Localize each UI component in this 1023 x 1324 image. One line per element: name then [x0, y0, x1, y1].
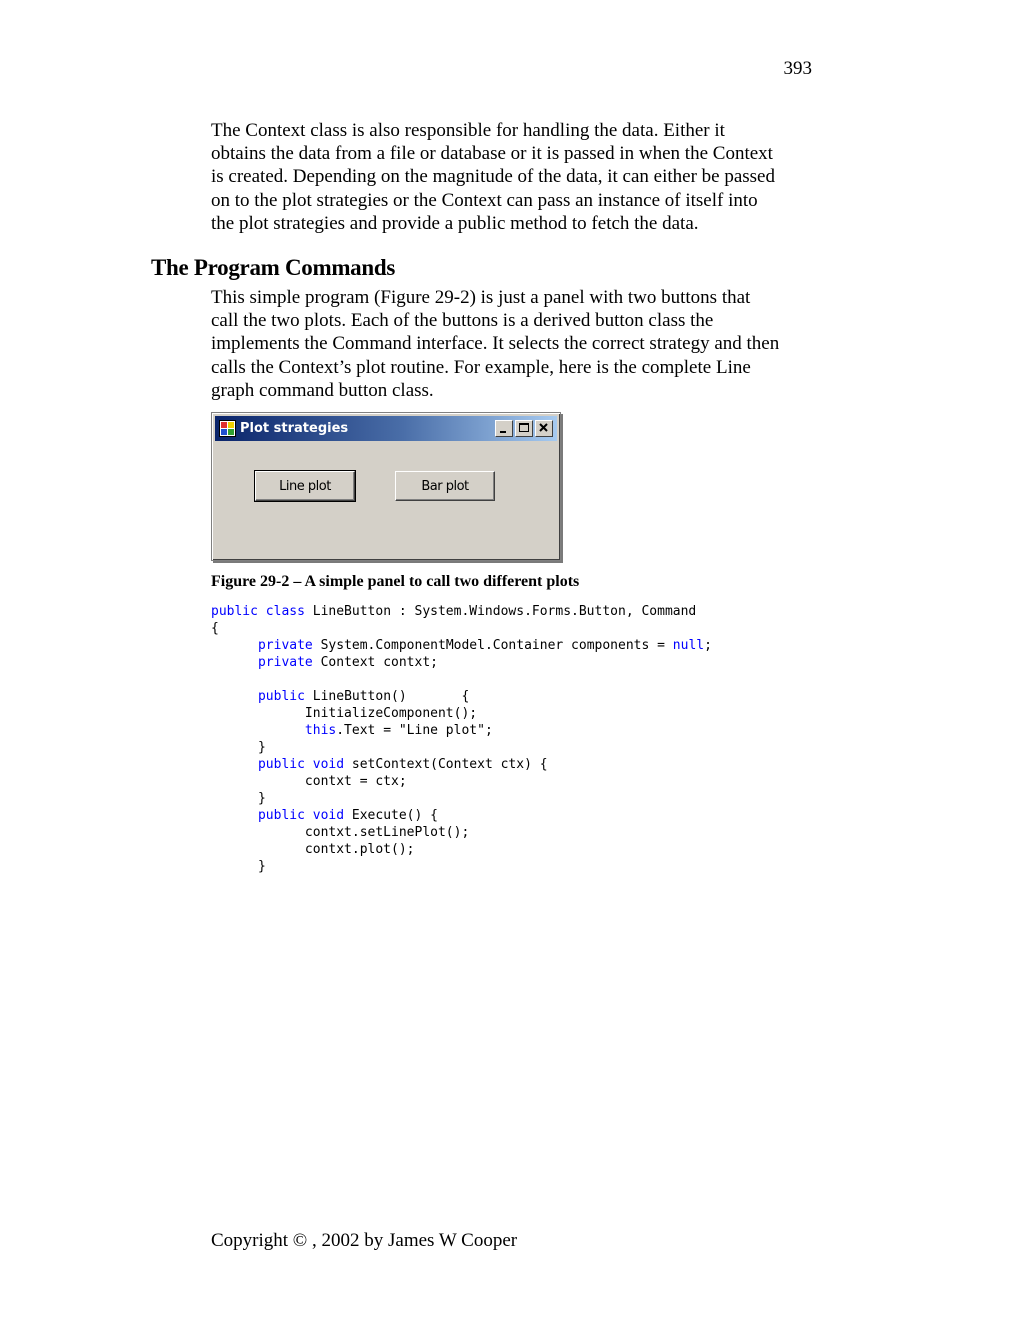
code-text: .Text = "Line plot";	[336, 723, 493, 738]
code-keyword: public	[257, 689, 305, 704]
code-keyword: null	[672, 638, 705, 653]
code-text: contxt.plot();	[211, 842, 415, 857]
close-button[interactable]	[535, 420, 553, 437]
program-commands-paragraph	[211, 286, 817, 402]
code-text: InitializeComponent();	[211, 706, 478, 721]
code-line	[211, 790, 712, 807]
code-line	[211, 705, 712, 722]
code-text: contxt = ctx;	[211, 774, 407, 789]
code-line	[211, 688, 712, 705]
copyright-footer: Copyright © , 2002 by James W Cooper	[211, 1230, 518, 1251]
text-line: This simple program (Figure 29-2) is just a panel with two buttons that	[211, 287, 751, 308]
maximize-button[interactable]	[515, 420, 533, 437]
maximize-icon	[516, 421, 532, 436]
code-text	[211, 723, 305, 738]
app-icon	[219, 420, 236, 437]
code-text: LineButton() {	[304, 689, 470, 704]
code-line	[211, 773, 712, 790]
code-line	[211, 637, 712, 654]
text-line: on to the plot strategies or the Context can pass an instance of itself into	[211, 189, 758, 211]
text-line: graph command button class.	[211, 379, 434, 401]
code-text: }	[211, 859, 266, 874]
code-keyword: this	[304, 723, 337, 738]
code-text	[211, 638, 258, 653]
code-line	[211, 841, 712, 858]
text-line: implements the Command interface. It selects the correct strategy and then	[211, 333, 780, 355]
plot-strategies-window	[211, 412, 561, 561]
code-text	[211, 808, 258, 823]
code-keyword: private	[257, 638, 313, 653]
code-text	[211, 689, 258, 704]
code-line	[211, 603, 712, 620]
window-controls	[493, 420, 553, 437]
code-listing	[211, 603, 712, 875]
code-text	[211, 757, 258, 772]
code-text: ;	[704, 638, 712, 653]
line-plot-button[interactable]: Line plot	[255, 471, 355, 501]
code-text: Context contxt;	[312, 655, 438, 670]
minimize-button[interactable]	[495, 420, 513, 437]
text-line: calls the Context’s plot routine. For example, here is the complete Line	[211, 356, 751, 378]
text-line: call the two plots. Each of the buttons is a derived button class the	[211, 310, 714, 332]
section-heading: The Program Commands	[151, 255, 396, 280]
code-text: }	[211, 740, 266, 755]
close-icon	[536, 421, 552, 436]
context-paragraph	[211, 119, 817, 235]
code-text: {	[211, 621, 219, 636]
code-line	[211, 722, 712, 739]
bar-plot-button[interactable]: Bar plot	[395, 471, 495, 501]
code-line	[211, 739, 712, 756]
code-line	[211, 807, 712, 824]
page-number: 393	[783, 58, 812, 79]
code-line	[211, 620, 712, 637]
code-text: contxt.setLinePlot();	[211, 825, 470, 840]
code-text: }	[211, 791, 266, 806]
code-keyword: private	[257, 655, 313, 670]
code-text	[211, 655, 258, 670]
code-line	[211, 858, 712, 875]
code-keyword: public void	[257, 757, 345, 772]
code-line	[211, 756, 712, 773]
text-line: is created. Depending on the magnitude of the data, it can either be passed	[211, 166, 775, 188]
text-line: obtains the data from a file or database or it is passed in when the Context	[211, 143, 773, 165]
figure-caption: Figure 29-2 – A simple panel to call two different plots	[211, 573, 580, 590]
text-line: The Context class is also responsible for handling the data. Either it	[211, 120, 725, 141]
code-line	[211, 671, 712, 688]
code-text: System.ComponentModel.Container components =	[312, 638, 673, 653]
code-text: setContext(Context ctx) {	[344, 757, 548, 772]
code-keyword: public void	[257, 808, 345, 823]
window-title: Plot strategies	[240, 421, 349, 436]
code-text: Execute() {	[344, 808, 438, 823]
code-keyword: public class	[211, 604, 305, 619]
window-titlebar[interactable]	[215, 416, 557, 441]
code-text: LineButton : System.Windows.Forms.Button, Command	[304, 604, 697, 619]
code-line	[211, 824, 712, 841]
minimize-icon	[496, 421, 512, 436]
text-line: the plot strategies and provide a public method to fetch the data.	[211, 212, 699, 234]
code-line	[211, 654, 712, 671]
